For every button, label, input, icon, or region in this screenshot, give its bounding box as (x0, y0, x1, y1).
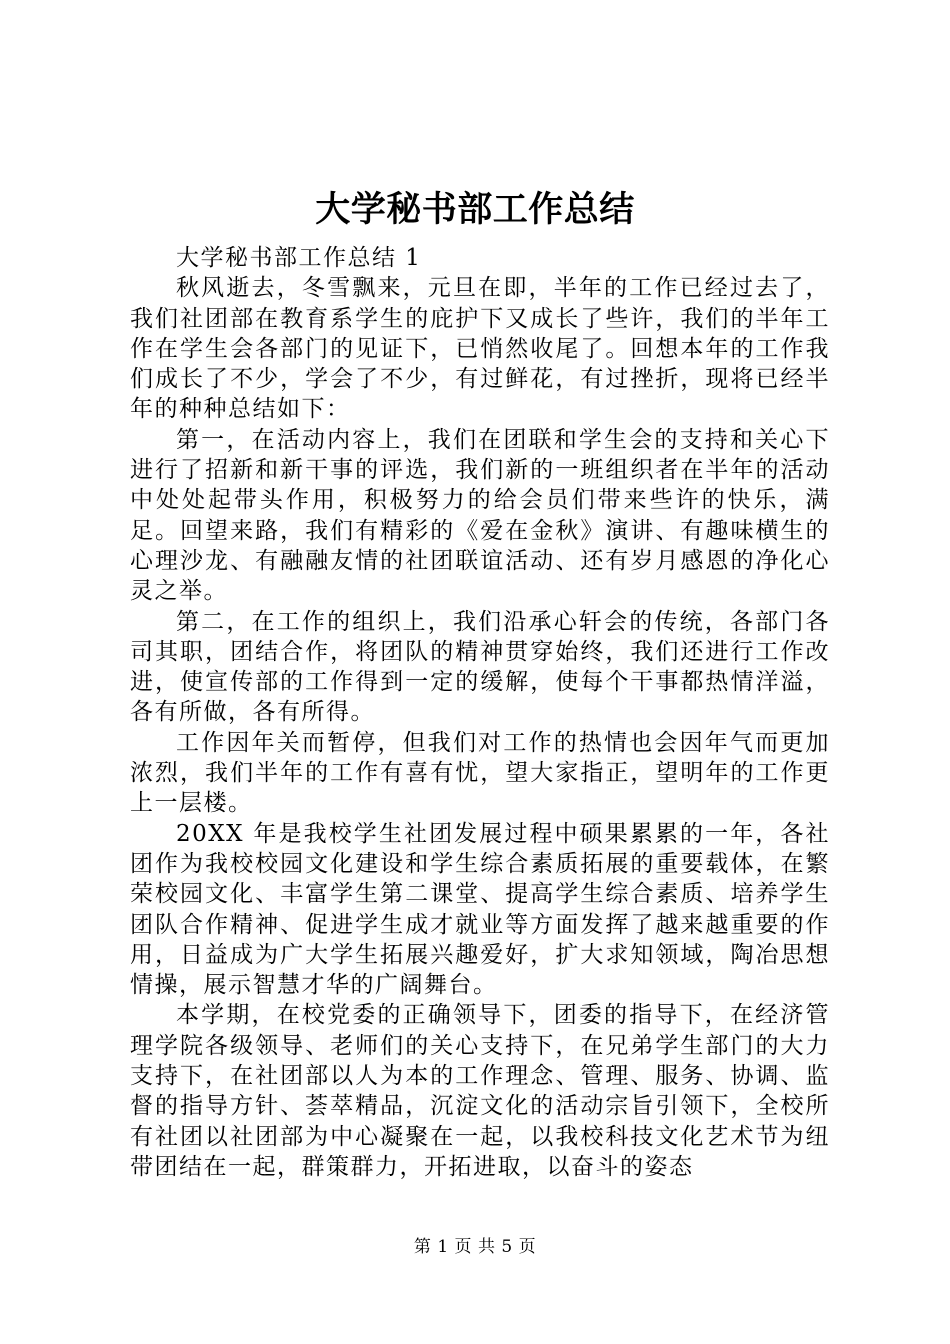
page-number-footer: 第 1 页 共 5 页 (413, 1237, 537, 1257)
document-title: 大学秘书部工作总结 (315, 189, 635, 230)
paragraph: 第二，在工作的组织上，我们沿承心轩会的传统，各部门各司其职，团结合作，将团队的精神贯穿始终，我们还进行工作改进，使宣传部的工作得到一定的缓解，使每个干事都热情洋溢，各有所做，各有所得。 (130, 608, 830, 726)
paragraph: 20XX 年是我校学生社团发展过程中硕果累累的一年，各社团作为我校校园文化建设和学生综合素质拓展的重要载体，在繁荣校园文化、丰富学生第二课堂、提高学生综合素质、培养学生团队合作精神、促进学生成才就业等方面发挥了越来越重要的作用，日益成为广大学生拓展兴趣爱好，扩大求知领域，陶冶思想情操，展示智慧才华的广阔舞台。 (130, 820, 830, 999)
paragraph: 工作因年关而暂停，但我们对工作的热情也会因年气而更加浓烈，我们半年的工作有喜有忧，望大家指正，望明年的工作更上一层楼。 (130, 729, 830, 817)
paragraph: 第一，在活动内容上，我们在团联和学生会的支持和关心下进行了招新和新干事的评选，我们新的一班组织者在半年的活动中处处起带头作用，积极努力的给会员们带来些许的快乐，满足。回望来路，我们有精彩的《爱在金秋》演讲、有趣味横生的心理沙龙、有融融友情的社团联谊活动、还有岁月感恩的净化心灵之举。 (130, 426, 830, 605)
document-body (130, 243, 830, 1182)
paragraph: 秋风逝去，冬雪飘来，元旦在即，半年的工作已经过去了，我们社团部在教育系学生的庇护下又成长了些许，我们的半年工作在学生会各部门的见证下，已悄然收尾了。回想本年的工作我们成长了不少，学会了不少，有过鲜花，有过挫折，现将已经半年的种种总结如下： (130, 275, 830, 423)
paragraph: 本学期，在校党委的正确领导下，团委的指导下，在经济管理学院各级领导、老师们的关心支持下，在兄弟学生部门的大力支持下，在社团部以人为本的工作理念、管理、服务、协调、监督的指导方针、荟萃精品，沉淀文化的活动宗旨引领下，全校所有社团以社团部为中心凝聚在一起，以我校科技文化艺术节为纽带团结在一起，群策群力，开拓进取，以奋斗的姿态 (130, 1002, 830, 1180)
section-heading: 大学秘书部工作总结 1 (176, 245, 422, 271)
